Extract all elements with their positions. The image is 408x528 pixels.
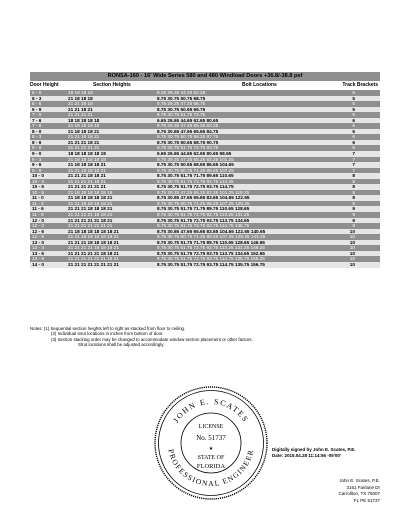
- address-line: John E. Scates, P.E.: [339, 478, 380, 483]
- cell-track-brackets: 8: [352, 178, 355, 184]
- seal-state: FLORIDA: [196, 463, 226, 470]
- cell-bolt-locations: 9.75 30.75 51.75 72.75 92.75 113.25: [157, 178, 234, 184]
- cell-section-heights: 21 21 21 18 18 18 21: [68, 206, 113, 212]
- cell-bolt-locations: 8.75 30.65 47.65 65.65 84.75: [157, 128, 219, 134]
- cell-section-heights: 21 21 21 21 18 21: [68, 178, 106, 184]
- cell-bolt-locations: 9.75 30.75 51.75 72.75 93.75 114.75 135.75: [157, 223, 250, 229]
- cell-track-brackets: 10: [349, 261, 355, 267]
- cell-track-brackets: 5: [352, 101, 355, 107]
- signature-line-1: Digitally signed by John E. Scates, P.E.: [272, 447, 356, 452]
- engineer-seal: [152, 384, 270, 502]
- cell-door-height: 12 - 0: [32, 217, 44, 223]
- cell-track-brackets: 8: [352, 195, 355, 201]
- cell-section-heights: 21 18 18 18 21: [68, 128, 100, 134]
- cell-door-height: 12 - 3: [32, 223, 44, 229]
- cell-door-height: 11 - 0: [32, 195, 44, 201]
- seal-role: PROFESSIONAL ENGINEER: [166, 448, 256, 489]
- cell-door-height: 10 - 3: [32, 178, 44, 184]
- cell-bolt-locations: 9.75 29.25 47.25 65.25 83.25: [157, 123, 219, 129]
- note-1: Notes: (1) Sequential section heights left to right as stacked from floor to ceiling.: [30, 326, 186, 331]
- cell-door-height: 14 - 0: [32, 261, 44, 267]
- cell-track-brackets: 10: [349, 250, 355, 256]
- seal-state-of: STATE OF: [197, 455, 225, 461]
- digital-signature: [272, 447, 382, 460]
- cell-bolt-locations: 8.75 30.65 47.65 65.65 83.65 104.65 122.65 140.65: [157, 228, 266, 234]
- cell-door-height: 11 - 9: [32, 212, 44, 218]
- door-table: [30, 90, 380, 268]
- address-line: 3161 Fairlane Dr: [346, 484, 380, 490]
- cell-section-heights: 21 21 21 21 21 21 21 21: [68, 261, 119, 267]
- cell-track-brackets: 7: [352, 162, 355, 168]
- cell-section-heights: 21 18 18 18 18 21: [68, 162, 106, 168]
- cell-section-heights: 21 21 18 18 18 18 21: [68, 200, 113, 206]
- column-headers: [30, 82, 380, 89]
- table-row: [30, 262, 380, 268]
- cell-track-brackets: 7: [352, 156, 355, 162]
- cell-bolt-locations: 9.75 30.75 51.75 72.75 92.75 113.25 131.25 149.25: [157, 245, 265, 251]
- cell-section-heights: 21 18 18 18 18: [68, 123, 100, 129]
- header-door-height: Door Height: [30, 82, 59, 88]
- cell-section-heights: 21 21 18 18 18 21: [68, 167, 106, 173]
- note-3: (3) Section stacking order may be changed to accommodate window section placement or other factors.: [51, 336, 253, 342]
- star-icon: ★: [208, 447, 214, 452]
- cell-section-heights: 21 18 18 18 18 18: [68, 156, 106, 162]
- cell-bolt-locations: 9.75 30.75 50.75 68.25 87.75: [157, 134, 219, 140]
- cell-section-heights: 21 18 18 18 18 18 18 21: [68, 228, 119, 234]
- cell-section-heights: 18 18 18 18: [68, 90, 93, 95]
- cell-track-brackets: 9: [352, 223, 355, 229]
- cell-door-height: 8 - 3: [32, 134, 42, 140]
- cell-track-brackets: 10: [349, 245, 355, 251]
- cell-bolt-locations: 9.75 30.75 50.75 71.25 89.25 107.25 125.25: [157, 200, 250, 206]
- cell-section-heights: 21 21 21 18 18 21: [68, 173, 106, 179]
- cell-door-height: 9 - 6: [32, 162, 42, 168]
- cell-bolt-locations: 9.75 30.75 50.75 71.25 89.25 107.25: [157, 167, 234, 173]
- cell-section-heights: 21 18 18 18: [68, 95, 93, 101]
- table-title: RONSA-160 - 16' Wide Series 580 and 480 Windload Doors +36.8/-38.8 psf: [30, 72, 380, 81]
- cell-section-heights: 21 21 18 21: [68, 106, 93, 112]
- cell-door-height: 9 - 9: [32, 167, 42, 173]
- cell-section-heights: 18 18 18 18 18 18: [68, 151, 106, 157]
- header-section-heights: Section Heights: [93, 82, 131, 88]
- cell-track-brackets: 5: [352, 95, 355, 101]
- cell-section-heights: 21 21 21 21 21 21 18 21: [68, 256, 119, 262]
- seal-name: JOHN E. SCATES: [171, 396, 251, 425]
- cell-door-height: 8 - 9: [32, 145, 42, 151]
- cell-track-brackets: 6: [352, 128, 355, 134]
- seal-license-label: LICENSE: [198, 424, 224, 430]
- cell-bolt-locations: 8.75 30.75 50.75 68.75: [157, 95, 206, 101]
- cell-track-brackets: 9: [352, 212, 355, 218]
- cell-door-height: 13 - 9: [32, 256, 44, 262]
- cell-track-brackets: 7: [352, 167, 355, 173]
- address-line: FL PE 51737: [353, 497, 380, 503]
- cell-door-height: 6 - 9: [32, 106, 42, 112]
- cell-door-height: 8 - 6: [32, 139, 42, 145]
- cell-bolt-locations: 9.75 30.75 51.75 72.75 92.75 113.25 131.25: [157, 212, 250, 218]
- note-4: Strut locations shall be adjusted accordingly.: [78, 341, 165, 347]
- cell-track-brackets: 8: [352, 173, 355, 179]
- cell-track-brackets: 9: [352, 200, 355, 206]
- notes: [30, 326, 380, 347]
- cell-bolt-locations: 8.75 30.75 51.75 71.75 89.75 110.65 128.65 146.65: [157, 239, 265, 245]
- cell-section-heights: 18 18 18 18 18: [68, 117, 100, 123]
- cell-bolt-locations: 8.75 30.75 50.65 68.65 86.65 104.65: [157, 162, 234, 168]
- cell-door-height: 10 - 9: [32, 189, 44, 195]
- cell-door-height: 8 - 0: [32, 128, 42, 134]
- cell-door-height: 6 - 3: [32, 95, 42, 101]
- cell-door-height: 13 - 3: [32, 245, 44, 251]
- cell-door-height: 13 - 6: [32, 250, 44, 256]
- cell-section-heights: 21 21 21 21 21 18 21: [68, 217, 113, 223]
- cell-track-brackets: 5: [352, 112, 355, 118]
- signature-line-2: Date: 2015.04.28 11:14:56 -05'00': [272, 453, 341, 459]
- cell-door-height: 7 - 9: [32, 123, 42, 129]
- cell-bolt-locations: 9.75 29.25 47.25 65.25 83.25 101.25: [157, 156, 234, 162]
- cell-track-brackets: 5: [352, 90, 355, 95]
- cell-bolt-locations: 8.75 30.75 51.75 72.75 93.75 114.75: [157, 184, 234, 190]
- cell-door-height: 11 - 6: [32, 206, 44, 212]
- cell-bolt-locations: 9.75 30.75 51.75 72.75: [157, 112, 206, 118]
- cell-bolt-locations: 6.65 26.65 44.65 62.65 80.65: [157, 117, 219, 123]
- cell-bolt-locations: 8.75 30.65 47.65 65.65 83.65 104.65 122.65: [157, 195, 250, 201]
- cell-bolt-locations: 8.75 30.75 51.75 72.75 93.75 114.75 135.75 156.75: [157, 261, 265, 267]
- cell-door-height: 11 - 3: [32, 200, 44, 206]
- cell-section-heights: 21 21 21 21 21 21 21: [68, 223, 113, 229]
- cell-track-brackets: 5: [352, 106, 355, 112]
- header-track-brackets: Track Brackets: [342, 82, 378, 88]
- cell-track-brackets: 6: [352, 139, 355, 145]
- cell-door-height: 13 - 0: [32, 239, 44, 245]
- cell-bolt-locations: 8.75 30.75 50.65 68.75 90.75: [157, 139, 219, 145]
- cell-section-heights: 21 21 18 18: [68, 101, 93, 107]
- cell-bolt-locations: 8.75 30.75 50.65 69.75: [157, 106, 206, 112]
- cell-section-heights: 21 21 21 21 18 18 21: [68, 212, 113, 218]
- cell-door-height: 12 - 6: [32, 228, 44, 234]
- cell-section-heights: 21 18 18 18 18 18 21: [68, 195, 113, 201]
- cell-track-brackets: 7: [352, 151, 355, 157]
- cell-track-brackets: 9: [352, 217, 355, 223]
- cell-door-height: 9 - 3: [32, 156, 42, 162]
- cell-section-heights: 21 21 18 18 21: [68, 134, 100, 140]
- cell-section-heights: 21 18 18 18 18 18 18: [68, 189, 113, 195]
- cell-section-heights: 21 21 21 18 18 18 18 21: [68, 239, 119, 245]
- cell-track-brackets: 6: [352, 134, 355, 140]
- cell-track-brackets: 6: [352, 117, 355, 123]
- cell-door-height: 10 - 0: [32, 173, 44, 179]
- cell-track-brackets: 9: [352, 206, 355, 212]
- cell-door-height: 7 - 6: [32, 117, 42, 123]
- cell-section-heights: 21 21 21 21 21: [68, 145, 100, 151]
- header-bolt-locations: Bolt Locations: [242, 82, 277, 88]
- cell-bolt-locations: 8.75 30.75 51.75 71.75 89.65 110.65: [157, 173, 234, 179]
- cell-door-height: 10 - 6: [32, 184, 44, 190]
- cell-bolt-locations: 8.75 30.75 51.75 71.75 89.75 110.65 128.65: [157, 206, 250, 212]
- address-line: Carrollton, TX 75007: [338, 491, 380, 496]
- cell-section-heights: 21 21 18 18 18 18 18 21: [68, 234, 119, 240]
- cell-bolt-locations: 8.25 28.25 44.25 62.25: [157, 90, 206, 95]
- cell-track-brackets: 8: [352, 184, 355, 190]
- cell-section-heights: 21 21 21 18 21: [68, 139, 100, 145]
- cell-section-heights: 21 21 21 21 21 18 18 21: [68, 250, 119, 256]
- cell-track-brackets: 6: [352, 145, 355, 151]
- cell-bolt-locations: 9.75 29.25 47.25 65.25 83.25 101.25 119.25: [157, 189, 250, 195]
- cell-door-height: 7 - 0: [32, 112, 42, 118]
- cell-bolt-locations: 9.75 29.25 47.25 66.75: [157, 101, 206, 107]
- cell-door-height: 12 - 9: [32, 234, 44, 240]
- note-2: (2) Individual strut locations in inches from bottom of door.: [51, 331, 164, 337]
- cell-bolt-locations: 6.65 26.65 44.65 62.65 80.65 98.65: [157, 151, 232, 157]
- cell-door-height: 6 - 0: [32, 90, 42, 95]
- cell-door-height: 9 - 0: [32, 151, 42, 157]
- cell-bolt-locations: 9.75 30.75 50.75 71.25 89.25 107.25 125.25 143.25: [157, 234, 266, 240]
- cell-track-brackets: 8: [352, 189, 355, 195]
- cell-door-height: 6 - 6: [32, 101, 42, 107]
- cell-section-heights: 21 21 21 21 21 21: [68, 184, 106, 190]
- cell-track-brackets: 6: [352, 123, 355, 129]
- cell-section-heights: 21 21 21 21 18 18 18 21: [68, 245, 119, 251]
- cell-track-brackets: 10: [349, 256, 355, 262]
- cell-track-brackets: 10: [349, 228, 355, 234]
- cell-bolt-locations: 9.75 30.75 51.75 72.75 93.75 114.75 135.75 155.25: [157, 256, 265, 262]
- cell-track-brackets: 10: [349, 234, 355, 240]
- cell-bolt-locations: 8.75 30.75 51.75 72.75 93.75 113.75 134.65 152.65: [157, 250, 265, 256]
- engineer-address: [339, 478, 380, 504]
- cell-bolt-locations: 8.75 30.75 51.75 72.75 93.75 113.75 134.65: [157, 217, 250, 223]
- cell-track-brackets: 10: [349, 239, 355, 245]
- cell-bolt-locations: 9.75 30.75 51.75 72.75 93.75: [157, 145, 219, 151]
- seal-license-number: No. 51737: [196, 434, 226, 442]
- cell-section-heights: 21 21 21 21: [68, 112, 93, 118]
